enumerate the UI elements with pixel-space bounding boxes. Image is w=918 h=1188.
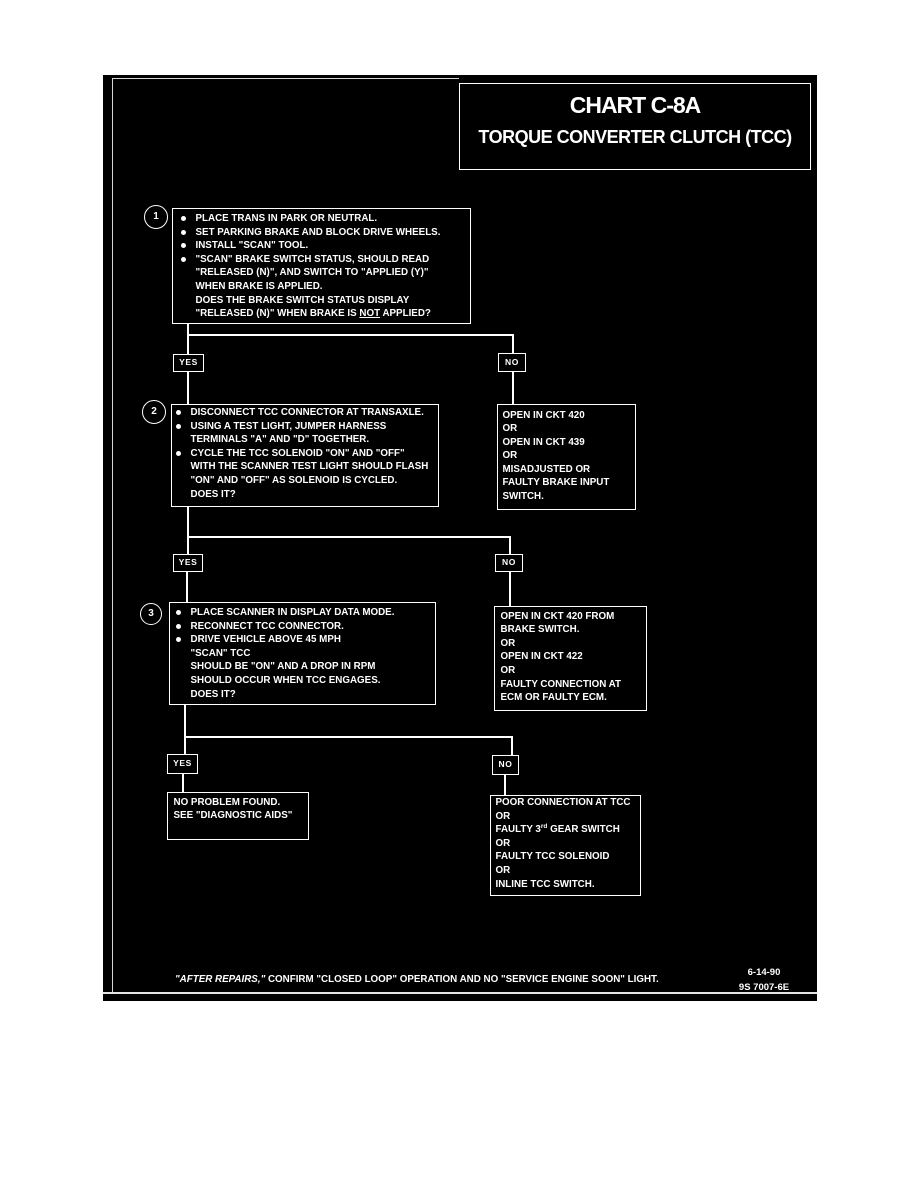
step-1-line: PLACE TRANS IN PARK OR NEUTRAL. [196, 212, 471, 226]
outcome-text: GEAR SWITCH [550, 824, 620, 836]
outcome-line: SEE "DIAGNOSTIC AIDS" [173, 810, 293, 822]
outcome-line: ECM OR FAULTY ECM. [500, 692, 607, 704]
outcome-line: FAULTY BRAKE INPUT [502, 477, 610, 489]
step-3-line: PLACE SCANNER IN DISPLAY DATA MODE. [191, 606, 436, 620]
step-1-no-result [497, 404, 636, 510]
footer-doc-id: 9S 7007-6E [738, 982, 790, 993]
connector-line [509, 537, 511, 554]
step-2-no-result [494, 606, 647, 711]
step-3-line: DOES IT? [190, 688, 236, 700]
step-2-box [171, 404, 439, 507]
step-1-line: WHEN BRAKE IS APPLIED. [195, 280, 323, 292]
outcome-line: OPEN IN CKT 420 FROM [500, 610, 615, 622]
step-3-line: SHOULD BE "ON" AND A DROP IN RPM [190, 661, 376, 673]
step-3-line: RECONNECT TCC CONNECTOR. [191, 620, 436, 634]
question-text: APPLIED? [382, 308, 431, 320]
step-2-line: WITH THE SCANNER TEST LIGHT SHOULD FLASH [190, 461, 429, 473]
outcome-line: INLINE TCC SWITCH. [495, 878, 595, 890]
connector-line [512, 335, 514, 353]
footer-note [175, 973, 659, 987]
outcome-text: FAULTY 3 [495, 824, 541, 836]
step-1-line: "SCAN" BRAKE SWITCH STATUS, SHOULD READ [196, 253, 471, 267]
footer-reference [726, 965, 802, 995]
ordinal-suffix: rd [540, 823, 548, 831]
outcome-line: OR [500, 665, 516, 677]
step-2-line: DOES IT? [190, 488, 236, 500]
outcome-line: OR [502, 450, 518, 462]
title-box [459, 83, 811, 170]
connector-line [511, 737, 513, 755]
outcome-line: POOR CONNECTION AT TCC [495, 797, 631, 808]
frame-line [103, 992, 817, 994]
step-1-yes-label: YES [173, 354, 204, 372]
step-2-no-label: NO [495, 554, 523, 572]
chart-title: CHART C-8A [569, 92, 701, 118]
step-2-line: USING A TEST LIGHT, JUMPER HARNESS [191, 420, 439, 434]
outcome-line: OR [500, 637, 516, 649]
connector-line [509, 572, 511, 606]
step-1-line: INSTALL "SCAN" TOOL. [196, 239, 471, 253]
step-3-box [169, 602, 436, 705]
connector-line [187, 324, 189, 354]
outcome-line: OR [502, 423, 518, 435]
step-3-no-result [490, 795, 641, 896]
outcome-line: FAULTY CONNECTION AT [500, 678, 621, 690]
step-1-number: 1 [144, 205, 168, 229]
outcome-line: OR [495, 864, 511, 876]
step-2-line: TERMINALS "A" AND "D" TOGETHER. [190, 434, 370, 446]
outcome-line: FAULTY TCC SOLENOID [495, 851, 610, 863]
step-3-no-label: NO [492, 755, 519, 775]
connector-line [186, 572, 188, 602]
step-1-line: DOES THE BRAKE SWITCH STATUS DISPLAY [195, 294, 410, 306]
outcome-line: OPEN IN CKT 439 [502, 436, 585, 448]
question-text: "RELEASED (N)" WHEN BRAKE IS [195, 308, 357, 320]
question-emphasis: NOT [359, 308, 381, 320]
connector-line [504, 775, 506, 795]
outcome-line: OPEN IN CKT 420 [502, 409, 585, 421]
step-2-line: "ON" AND "OFF" AS SOLENOID IS CYCLED. [190, 474, 398, 486]
outcome-line: OR [495, 810, 511, 822]
connector-line [187, 334, 514, 336]
connector-line [187, 536, 511, 538]
step-1-no-label: NO [498, 353, 526, 372]
footer-date: 6-14-90 [747, 967, 781, 978]
connector-line [184, 705, 186, 754]
step-3-yes-label: YES [167, 754, 198, 774]
outcome-line: SWITCH. [502, 491, 544, 503]
connector-line [182, 774, 184, 792]
step-1-box [172, 208, 471, 324]
step-1-question [196, 307, 471, 321]
step-3-number: 3 [140, 603, 162, 625]
footer-note-body: CONFIRM "CLOSED LOOP" OPERATION AND NO "SERVICE ENGINE SOON" LIGHT. [267, 974, 659, 985]
outcome-line: BRAKE SWITCH. [500, 624, 580, 636]
step-1-line: "RELEASED (N)", AND SWITCH TO "APPLIED (Y)" [195, 267, 429, 279]
connector-line [187, 507, 189, 554]
step-2-line: CYCLE THE TCC SOLENOID "ON" AND "OFF" [191, 447, 439, 461]
step-2-line: DISCONNECT TCC CONNECTOR AT TRANSAXLE. [191, 406, 439, 420]
step-3-line: SHOULD OCCUR WHEN TCC ENGAGES. [190, 674, 381, 686]
step-1-line: SET PARKING BRAKE AND BLOCK DRIVE WHEELS. [196, 226, 471, 240]
step-3-line: "SCAN" TCC [190, 647, 251, 659]
footer-note-lead: "AFTER REPAIRS," [175, 974, 266, 985]
step-2-number: 2 [142, 400, 166, 424]
chart-subtitle: TORQUE CONVERTER CLUTCH (TCC) [478, 127, 792, 147]
step-3-line: DRIVE VEHICLE ABOVE 45 MPH [191, 633, 436, 647]
connector-line [184, 736, 513, 738]
connector-line [512, 372, 514, 404]
connector-line [187, 372, 189, 404]
outcome-line: OR [495, 837, 511, 849]
outcome-line [496, 823, 641, 837]
outcome-line: MISADJUSTED OR [502, 463, 591, 475]
frame-line [112, 78, 459, 79]
step-2-yes-label: YES [173, 554, 203, 572]
frame-line [112, 78, 113, 993]
outcome-line: NO PROBLEM FOUND. [173, 796, 281, 808]
outcome-line: OPEN IN CKT 422 [500, 651, 583, 663]
step-3-yes-result [167, 792, 309, 840]
